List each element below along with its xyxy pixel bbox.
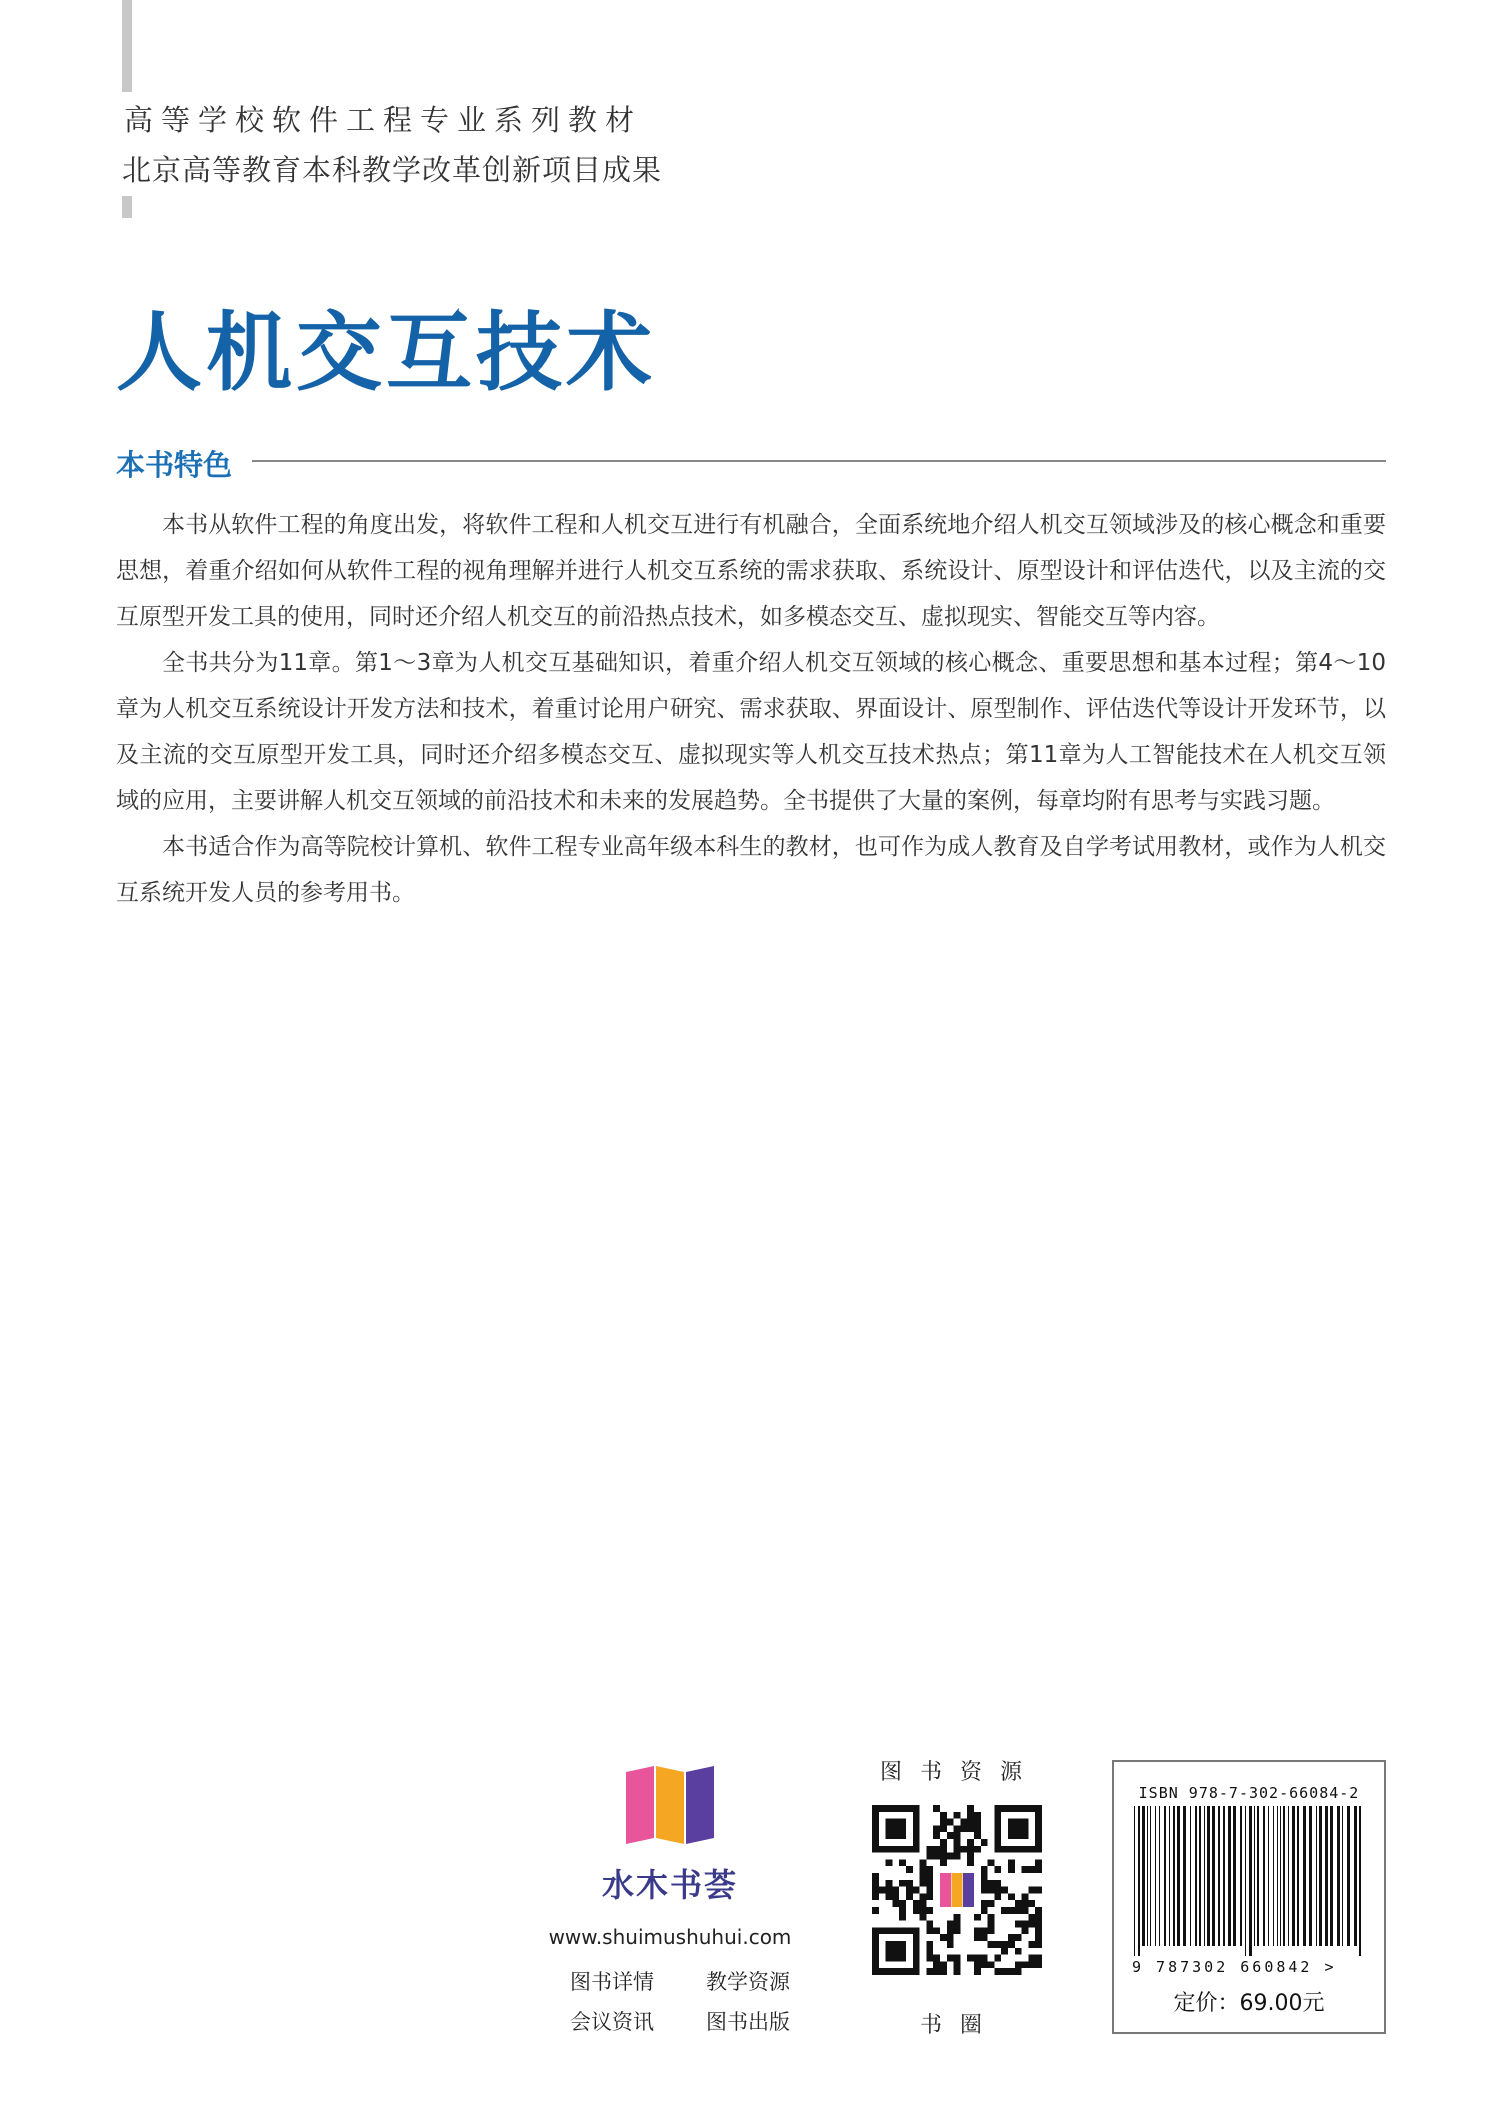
publisher-name: 水木书荟 [601, 1866, 738, 1904]
barcode-digits: 9 787302 660842 > [1132, 1958, 1337, 1976]
series-name: 高等学校软件工程专业系列教材 [124, 103, 643, 137]
project-name: 北京高等教育本科教学改革创新项目成果 [122, 153, 663, 187]
features-paragraph: 全书共分为11章。第1～3章为人机交互基础知识，着重介绍人机交互领域的核心概念、重要思想和基本过程；第4～10章为人机交互系统设计开发方法和技术，着重讨论用户研究、需求获取、界面设计、原型制作、评估迭代等设计开发环节，以及主流的交互原型开发工具，同时还介绍多模态交互、虚拟现实等人机交互技术热点；第11章为人工智能技术在人机交互领域的应用，主要讲解人机交互领域的前沿技术和未来的发展趋势。全书提供了大量的案例，每章均附有思考与实践习题。 [116, 650, 1386, 814]
qr-block [860, 1755, 1060, 2045]
link-book-publishing: 图书出版 [706, 2010, 790, 2034]
qr-bottom-label: 书圈 [919, 2013, 1000, 2038]
small-decor-bar [122, 196, 132, 218]
publisher-links [570, 1962, 790, 2042]
book-logo-icon [622, 1766, 718, 1846]
features-label: 本书特色 [116, 448, 233, 482]
qr-code-icon [872, 1805, 1042, 1975]
barcode-icon [1132, 1806, 1366, 1956]
book-title: 人机交互技术 [116, 303, 656, 403]
top-decor-bar [122, 0, 132, 92]
features-paragraph: 本书适合作为高等院校计算机、软件工程专业高年级本科生的教材，也可作为成人教育及自学考试用教材，或作为人机交互系统开发人员的参考用书。 [116, 834, 1386, 906]
publisher-url: www.shuimushuhui.com [548, 1925, 792, 1949]
features-divider [252, 460, 1386, 462]
link-teaching-resources: 教学资源 [706, 1970, 790, 1994]
link-conference-news: 会议资讯 [570, 2010, 654, 2034]
features-body [116, 502, 1386, 916]
publisher-block [530, 1760, 810, 2040]
isbn-box [1112, 1760, 1386, 2034]
qr-top-label: 图书资源 [879, 1760, 1040, 1785]
isbn-number: ISBN 978-7-302-66084-2 [1138, 1784, 1360, 1802]
features-paragraph: 本书从软件工程的角度出发，将软件工程和人机交互进行有机融合，全面系统地介绍人机交互领域涉及的核心概念和重要思想，着重介绍如何从软件工程的视角理解并进行人机交互系统的需求获取、系统设计、原型设计和评估迭代，以及主流的交互原型开发工具的使用，同时还介绍人机交互的前沿热点技术，如多模态交互、虚拟现实、智能交互等内容。 [116, 512, 1386, 630]
price: 定价：69.00元 [1173, 1991, 1325, 2016]
features-header [116, 443, 1386, 483]
link-book-details: 图书详情 [570, 1970, 654, 1994]
